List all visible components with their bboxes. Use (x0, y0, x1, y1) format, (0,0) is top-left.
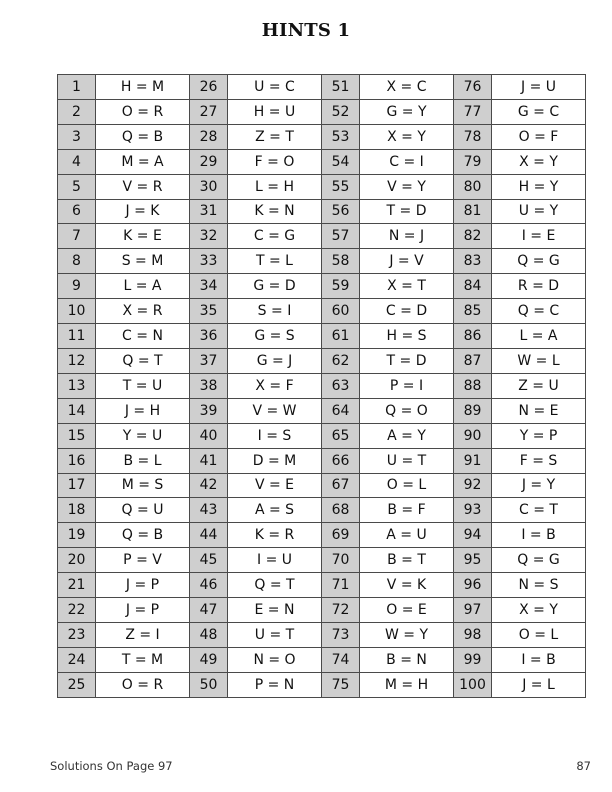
hint-answer: T = D (360, 199, 454, 224)
hint-answer: X = T (360, 274, 454, 299)
hint-number: 60 (322, 299, 360, 324)
hint-number: 13 (58, 373, 96, 398)
hint-number: 27 (190, 99, 228, 124)
hint-answer: B = F (360, 498, 454, 523)
hint-answer: J = V (360, 249, 454, 274)
hint-answer: Q = C (492, 299, 586, 324)
table-row (58, 348, 586, 373)
hint-number: 84 (454, 274, 492, 299)
table-row (58, 622, 586, 647)
hint-number: 41 (190, 448, 228, 473)
hint-number: 7 (58, 224, 96, 249)
hint-answer: H = Y (492, 174, 586, 199)
table-row (58, 299, 586, 324)
hint-number: 85 (454, 299, 492, 324)
hint-number: 72 (322, 598, 360, 623)
hint-answer: S = I (228, 299, 322, 324)
hint-answer: V = R (96, 174, 190, 199)
hint-answer: G = D (228, 274, 322, 299)
hint-answer: V = W (228, 398, 322, 423)
hint-answer: Q = G (492, 249, 586, 274)
hint-number: 57 (322, 224, 360, 249)
hint-answer: H = S (360, 324, 454, 349)
page-title: HINTS 1 (261, 20, 351, 41)
table-row (58, 99, 586, 124)
hint-answer: U = T (360, 448, 454, 473)
hint-number: 36 (190, 324, 228, 349)
hint-answer: P = I (360, 373, 454, 398)
hint-number: 17 (58, 473, 96, 498)
hint-answer: V = E (228, 473, 322, 498)
hint-number: 73 (322, 622, 360, 647)
hint-answer: A = Y (360, 423, 454, 448)
hint-answer: N = E (492, 398, 586, 423)
hint-number: 98 (454, 622, 492, 647)
hint-answer: V = K (360, 573, 454, 598)
hint-number: 14 (58, 398, 96, 423)
hint-answer: P = N (228, 672, 322, 697)
hint-answer: K = R (228, 523, 322, 548)
hint-number: 39 (190, 398, 228, 423)
table-row (58, 75, 586, 100)
hint-answer: J = P (96, 573, 190, 598)
hint-number: 96 (454, 573, 492, 598)
table-row (58, 647, 586, 672)
hint-number: 94 (454, 523, 492, 548)
hint-number: 75 (322, 672, 360, 697)
hint-number: 50 (190, 672, 228, 697)
hint-answer: N = S (492, 573, 586, 598)
hint-number: 47 (190, 598, 228, 623)
hint-answer: W = Y (360, 622, 454, 647)
hint-number: 32 (190, 224, 228, 249)
hint-answer: C = I (360, 149, 454, 174)
table-row (58, 523, 586, 548)
hint-answer: N = O (228, 647, 322, 672)
hint-answer: N = J (360, 224, 454, 249)
hint-number: 45 (190, 548, 228, 573)
hint-answer: A = S (228, 498, 322, 523)
hint-answer: Q = T (96, 348, 190, 373)
hint-answer: E = N (228, 598, 322, 623)
hint-answer: O = L (360, 473, 454, 498)
hint-number: 93 (454, 498, 492, 523)
hint-number: 65 (322, 423, 360, 448)
hint-number: 4 (58, 149, 96, 174)
hint-number: 56 (322, 199, 360, 224)
hint-answer: L = A (96, 274, 190, 299)
hint-answer: T = M (96, 647, 190, 672)
hint-number: 1 (58, 75, 96, 100)
hint-number: 80 (454, 174, 492, 199)
hint-answer: I = B (492, 523, 586, 548)
hint-answer: J = P (96, 598, 190, 623)
hint-answer: T = U (96, 373, 190, 398)
table-row (58, 174, 586, 199)
page-number: 87 (576, 759, 591, 773)
hint-number: 20 (58, 548, 96, 573)
hint-answer: B = T (360, 548, 454, 573)
hint-number: 88 (454, 373, 492, 398)
hint-answer: H = U (228, 99, 322, 124)
hint-answer: U = Y (492, 199, 586, 224)
hint-answer: G = J (228, 348, 322, 373)
hint-number: 63 (322, 373, 360, 398)
table-row (58, 249, 586, 274)
hint-answer: Y = P (492, 423, 586, 448)
hint-answer: C = N (96, 324, 190, 349)
hint-number: 5 (58, 174, 96, 199)
hint-answer: Z = U (492, 373, 586, 398)
hint-answer: Z = I (96, 622, 190, 647)
hint-number: 11 (58, 324, 96, 349)
hint-answer: J = U (492, 75, 586, 100)
hint-number: 76 (454, 75, 492, 100)
hint-answer: Q = B (96, 523, 190, 548)
hint-answer: C = D (360, 299, 454, 324)
hint-answer: L = H (228, 174, 322, 199)
hint-answer: J = K (96, 199, 190, 224)
hint-answer: Q = G (492, 548, 586, 573)
hint-number: 53 (322, 124, 360, 149)
hint-number: 86 (454, 324, 492, 349)
hint-answer: X = Y (492, 149, 586, 174)
hint-answer: G = S (228, 324, 322, 349)
hint-answer: M = A (96, 149, 190, 174)
hint-answer: T = D (360, 348, 454, 373)
hint-number: 21 (58, 573, 96, 598)
hint-number: 23 (58, 622, 96, 647)
hint-answer: Y = U (96, 423, 190, 448)
hint-answer: Z = T (228, 124, 322, 149)
hint-number: 67 (322, 473, 360, 498)
hint-number: 19 (58, 523, 96, 548)
hint-number: 34 (190, 274, 228, 299)
solutions-reference: Solutions On Page 97 (50, 759, 173, 773)
hint-number: 43 (190, 498, 228, 523)
hint-number: 82 (454, 224, 492, 249)
hint-answer: M = H (360, 672, 454, 697)
hint-number: 99 (454, 647, 492, 672)
hint-number: 15 (58, 423, 96, 448)
hint-answer: K = N (228, 199, 322, 224)
hints-table (57, 74, 586, 698)
hint-number: 51 (322, 75, 360, 100)
hint-answer: U = C (228, 75, 322, 100)
hint-number: 79 (454, 149, 492, 174)
hint-answer: P = V (96, 548, 190, 573)
hint-answer: O = R (96, 99, 190, 124)
hint-answer: X = Y (492, 598, 586, 623)
table-row (58, 672, 586, 697)
hint-number: 87 (454, 348, 492, 373)
hint-answer: B = L (96, 448, 190, 473)
hint-number: 3 (58, 124, 96, 149)
hint-answer: K = E (96, 224, 190, 249)
hint-number: 10 (58, 299, 96, 324)
hint-number: 29 (190, 149, 228, 174)
hint-answer: D = M (228, 448, 322, 473)
hint-number: 16 (58, 448, 96, 473)
hint-number: 24 (58, 647, 96, 672)
hint-answer: W = L (492, 348, 586, 373)
hint-answer: H = M (96, 75, 190, 100)
hint-number: 78 (454, 124, 492, 149)
hint-number: 8 (58, 249, 96, 274)
hint-number: 22 (58, 598, 96, 623)
hint-number: 33 (190, 249, 228, 274)
hint-number: 31 (190, 199, 228, 224)
hint-number: 64 (322, 398, 360, 423)
table-row (58, 498, 586, 523)
hint-answer: C = T (492, 498, 586, 523)
table-row (58, 373, 586, 398)
hint-answer: X = Y (360, 124, 454, 149)
hint-number: 30 (190, 174, 228, 199)
table-row (58, 224, 586, 249)
hints-table-body (58, 75, 586, 698)
hint-number: 97 (454, 598, 492, 623)
hint-number: 18 (58, 498, 96, 523)
table-row (58, 124, 586, 149)
hint-number: 46 (190, 573, 228, 598)
hint-number: 42 (190, 473, 228, 498)
hint-number: 6 (58, 199, 96, 224)
hint-number: 44 (190, 523, 228, 548)
table-row (58, 324, 586, 349)
hint-number: 48 (190, 622, 228, 647)
hint-answer: V = Y (360, 174, 454, 199)
hint-answer: Q = U (96, 498, 190, 523)
hint-number: 28 (190, 124, 228, 149)
hint-answer: X = R (96, 299, 190, 324)
hint-answer: O = E (360, 598, 454, 623)
hint-answer: G = Y (360, 99, 454, 124)
hint-number: 9 (58, 274, 96, 299)
hint-number: 89 (454, 398, 492, 423)
table-row (58, 398, 586, 423)
hint-number: 91 (454, 448, 492, 473)
table-row (58, 149, 586, 174)
hint-answer: Q = T (228, 573, 322, 598)
hint-answer: M = S (96, 473, 190, 498)
hint-number: 61 (322, 324, 360, 349)
hint-number: 49 (190, 647, 228, 672)
hint-number: 38 (190, 373, 228, 398)
hint-number: 83 (454, 249, 492, 274)
hint-answer: X = F (228, 373, 322, 398)
hint-answer: I = S (228, 423, 322, 448)
hint-number: 81 (454, 199, 492, 224)
hint-number: 68 (322, 498, 360, 523)
hint-number: 69 (322, 523, 360, 548)
hint-number: 58 (322, 249, 360, 274)
hint-number: 66 (322, 448, 360, 473)
hint-number: 92 (454, 473, 492, 498)
hint-answer: X = C (360, 75, 454, 100)
table-row (58, 573, 586, 598)
hint-answer: S = M (96, 249, 190, 274)
hint-answer: F = S (492, 448, 586, 473)
hint-answer: O = R (96, 672, 190, 697)
hint-answer: J = Y (492, 473, 586, 498)
hint-answer: J = H (96, 398, 190, 423)
hint-answer: I = E (492, 224, 586, 249)
hint-answer: C = G (228, 224, 322, 249)
hint-number: 77 (454, 99, 492, 124)
hint-number: 25 (58, 672, 96, 697)
hint-number: 59 (322, 274, 360, 299)
hint-answer: F = O (228, 149, 322, 174)
hint-number: 37 (190, 348, 228, 373)
hint-answer: A = U (360, 523, 454, 548)
hint-answer: Q = B (96, 124, 190, 149)
hint-answer: L = A (492, 324, 586, 349)
hint-number: 70 (322, 548, 360, 573)
table-row (58, 448, 586, 473)
hint-answer: T = L (228, 249, 322, 274)
hint-number: 35 (190, 299, 228, 324)
table-row (58, 274, 586, 299)
hint-number: 52 (322, 99, 360, 124)
hint-answer: I = U (228, 548, 322, 573)
hint-number: 95 (454, 548, 492, 573)
hint-number: 100 (454, 672, 492, 697)
table-row (58, 548, 586, 573)
table-row (58, 423, 586, 448)
hint-number: 62 (322, 348, 360, 373)
hint-answer: U = T (228, 622, 322, 647)
hint-answer: J = L (492, 672, 586, 697)
hint-number: 71 (322, 573, 360, 598)
hint-answer: O = L (492, 622, 586, 647)
hint-answer: B = N (360, 647, 454, 672)
hint-answer: O = F (492, 124, 586, 149)
table-row (58, 199, 586, 224)
table-row (58, 598, 586, 623)
hint-number: 2 (58, 99, 96, 124)
hint-number: 90 (454, 423, 492, 448)
hint-answer: Q = O (360, 398, 454, 423)
table-row (58, 473, 586, 498)
hint-number: 74 (322, 647, 360, 672)
hint-answer: R = D (492, 274, 586, 299)
hint-number: 54 (322, 149, 360, 174)
hint-number: 26 (190, 75, 228, 100)
hint-answer: G = C (492, 99, 586, 124)
hint-number: 55 (322, 174, 360, 199)
hint-number: 12 (58, 348, 96, 373)
hint-answer: I = B (492, 647, 586, 672)
hint-number: 40 (190, 423, 228, 448)
